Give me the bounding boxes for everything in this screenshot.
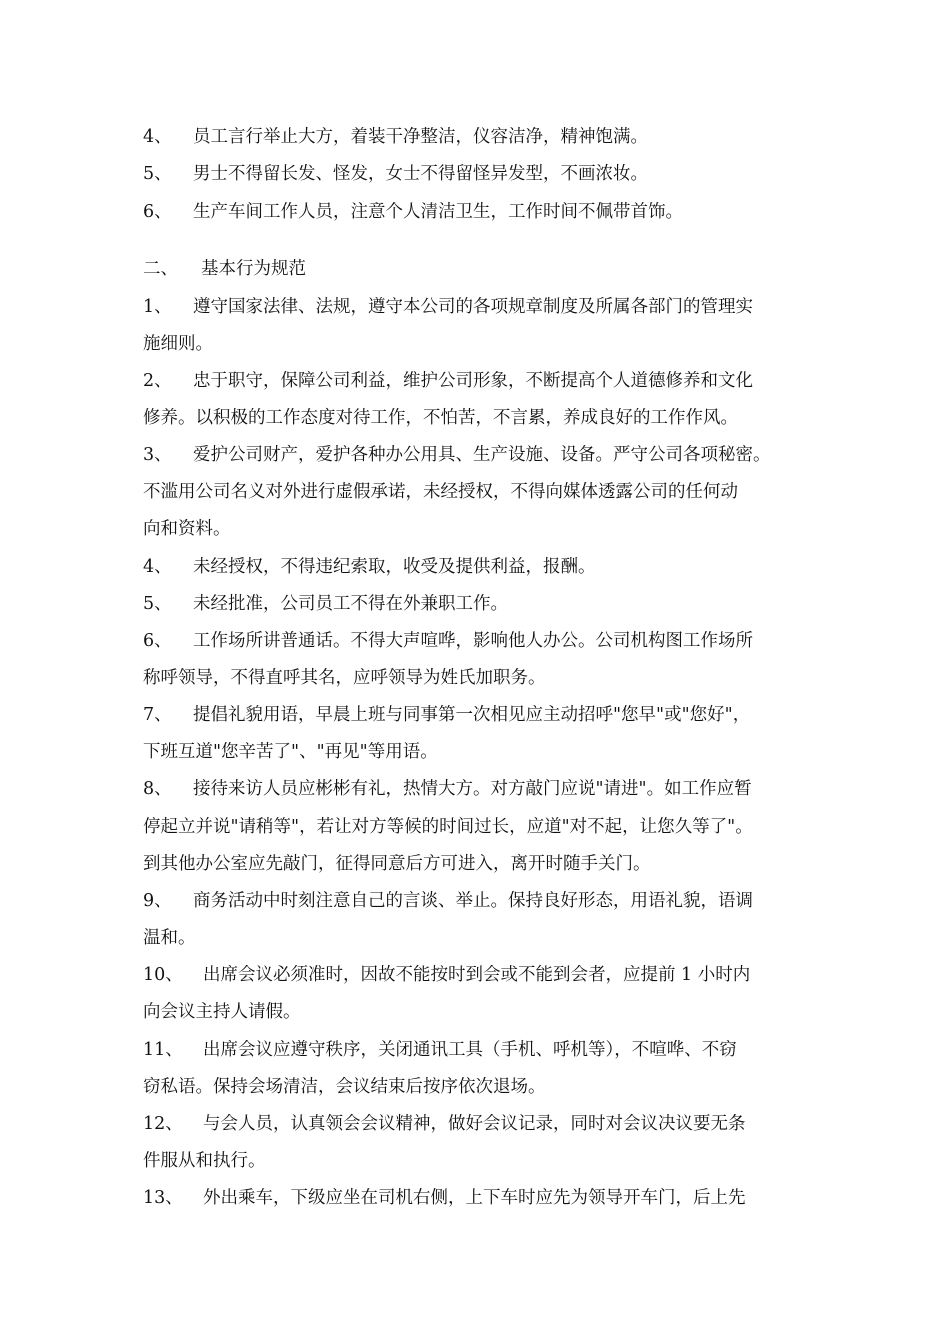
item-text: 商务活动中时刻注意自己的言谈、举止。保持良好形态，用语礼貌，语调	[193, 891, 753, 911]
list-item-continuation	[143, 1001, 301, 1023]
item-number: 8、	[143, 779, 172, 799]
section-title: 基本行为规范	[201, 259, 306, 279]
item-number: 7、	[143, 705, 172, 725]
item-number: 13、	[143, 1188, 183, 1208]
list-item	[143, 778, 752, 800]
list-item-continuation	[143, 1150, 266, 1172]
item-text: 外出乘车，下级应坐在司机右侧，上下车时应先为领导开车门，后上先	[203, 1188, 746, 1208]
item-number: 6、	[143, 631, 172, 651]
item-text: 出席会议必须准时，因故不能按时到会或不能到会者，应提前 1 小时内	[203, 965, 751, 985]
item-text: 提倡礼貌用语，早晨上班与同事第一次相见应主动招呼"您早"或"您好"，	[193, 705, 751, 725]
item-number: 5、	[143, 594, 172, 614]
list-item	[143, 593, 508, 615]
item-text: 生产车间工作人员，注意个人清洁卫生，工作时间不佩带首饰。	[193, 202, 683, 222]
item-number: 2、	[143, 371, 172, 391]
item-text: 向和资料。	[143, 519, 231, 539]
list-item	[143, 1113, 746, 1135]
item-text: 不滥用公司名义对外进行虚假承诺，未经授权，不得向媒体透露公司的任何动	[143, 482, 738, 502]
item-text: 修养。以积极的工作态度对待工作，不怕苦，不言累，养成良好的工作作风。	[143, 408, 738, 428]
list-item	[143, 163, 648, 185]
list-item	[143, 370, 753, 392]
section-heading	[143, 258, 306, 280]
item-number: 4、	[143, 557, 172, 577]
item-number: 6、	[143, 202, 172, 222]
item-text: 男士不得留长发、怪发，女士不得留怪异发型，不画浓妆。	[193, 164, 648, 184]
list-item-continuation	[143, 741, 438, 763]
item-text: 工作场所讲普通话。不得大声喧哗，影响他人办公。公司机构图工作场所	[193, 631, 753, 651]
list-item	[143, 126, 648, 148]
item-number: 5、	[143, 164, 172, 184]
list-item	[143, 704, 750, 726]
list-item-continuation	[143, 927, 196, 949]
item-text: 遵守国家法律、法规，遵守本公司的各项规章制度及所属各部门的管理实	[193, 297, 753, 317]
item-number: 1、	[143, 297, 172, 317]
list-item-continuation	[143, 481, 738, 503]
list-item	[143, 296, 753, 318]
section-number: 二、	[143, 259, 178, 279]
list-item	[143, 444, 771, 466]
list-item-continuation	[143, 333, 213, 355]
list-item-continuation	[143, 407, 738, 429]
list-item	[143, 201, 683, 223]
item-text: 员工言行举止大方，着装干净整洁，仪容洁净，精神饱满。	[193, 127, 648, 147]
item-text: 下班互道"您辛苦了"、"再见"等用语。	[143, 742, 438, 762]
item-text: 称呼领导，不得直呼其名，应呼领导为姓氏加职务。	[143, 668, 546, 688]
list-item	[143, 964, 750, 986]
item-text: 接待来访人员应彬彬有礼，热情大方。对方敲门应说"请进"。如工作应暂	[193, 779, 752, 799]
list-item	[143, 1039, 737, 1061]
list-item-continuation	[143, 816, 753, 838]
list-item	[143, 890, 753, 912]
item-number: 11、	[143, 1040, 183, 1060]
item-text: 温和。	[143, 928, 196, 948]
item-text: 忠于职守，保障公司利益，维护公司形象，不断提高个人道德修养和文化	[193, 371, 753, 391]
list-item-continuation	[143, 1076, 546, 1098]
item-text: 爱护公司财产，爱护各种办公用具、生产设施、设备。严守公司各项秘密。	[193, 445, 771, 465]
list-item-continuation	[143, 518, 231, 540]
item-text: 停起立并说"请稍等"，若让对方等候的时间过长，应道"对不起，让您久等了"。	[143, 817, 753, 837]
item-text: 出席会议应遵守秩序，关闭通讯工具（手机、呼机等），不喧哗、不窃	[203, 1040, 737, 1060]
item-text: 未经授权，不得违纪索取，收受及提供利益，报酬。	[193, 557, 596, 577]
item-text: 到其他办公室应先敲门，征得同意后方可进入，离开时随手关门。	[143, 854, 651, 874]
item-text: 与会人员，认真领会会议精神，做好会议记录，同时对会议决议要无条	[203, 1114, 746, 1134]
item-number: 3、	[143, 445, 172, 465]
item-text: 件服从和执行。	[143, 1151, 266, 1171]
item-text: 施细则。	[143, 334, 213, 354]
item-text: 向会议主持人请假。	[143, 1002, 301, 1022]
item-number: 9、	[143, 891, 172, 911]
item-number: 4、	[143, 127, 172, 147]
item-number: 12、	[143, 1114, 183, 1134]
item-number: 10、	[143, 965, 183, 985]
list-item	[143, 556, 596, 578]
list-item	[143, 630, 753, 652]
item-text: 窃私语。保持会场清洁，会议结束后按序依次退场。	[143, 1077, 546, 1097]
list-item-continuation	[143, 853, 651, 875]
list-item-continuation	[143, 667, 546, 689]
list-item	[143, 1187, 746, 1209]
item-text: 未经批准，公司员工不得在外兼职工作。	[193, 594, 508, 614]
